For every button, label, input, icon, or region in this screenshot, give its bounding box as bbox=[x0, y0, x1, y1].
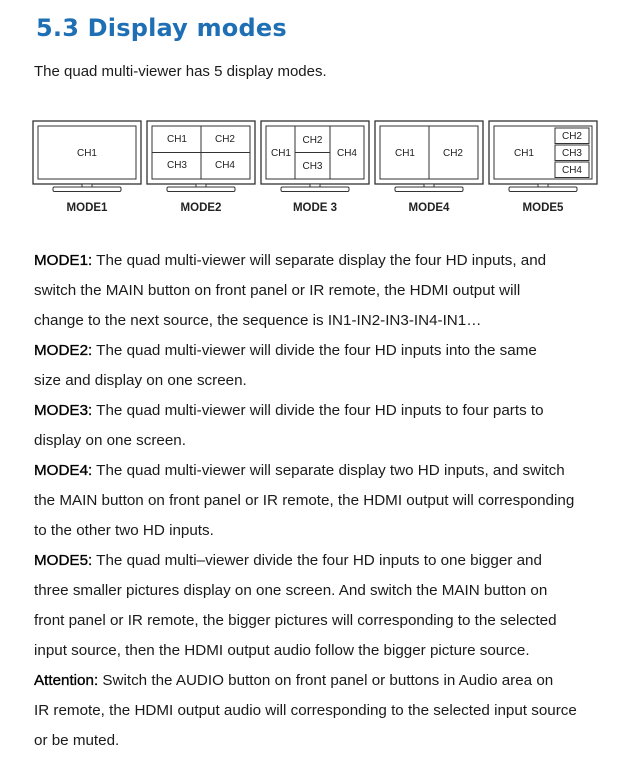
mode2-ch2: CH2 bbox=[214, 134, 236, 145]
monitor-mode2 bbox=[147, 121, 255, 214]
mode3-ch4: CH4 bbox=[336, 148, 358, 159]
text-line bbox=[34, 426, 620, 456]
text-line bbox=[34, 606, 620, 636]
mode5-ch1: CH1 bbox=[513, 148, 535, 159]
line-label: MODE1: bbox=[34, 252, 93, 269]
line-text: front panel or IR remote, the bigger pictures will corresponding to the selected bbox=[34, 612, 557, 629]
line-text: change to the next source, the sequence is IN1-IN2-IN3-IN4-IN1… bbox=[34, 312, 482, 329]
text-line bbox=[34, 636, 620, 666]
mode4-caption: MODE4 bbox=[408, 202, 450, 214]
mode2-ch1: CH1 bbox=[166, 134, 188, 145]
line-text: size and display on one screen. bbox=[34, 372, 247, 389]
mode3-ch3: CH3 bbox=[302, 161, 323, 172]
line-text: The quad multi-viewer will divide the four HD inputs to four parts to bbox=[92, 402, 544, 419]
mode-descriptions bbox=[34, 246, 620, 756]
text-line bbox=[34, 726, 620, 756]
mode4-ch2: CH2 bbox=[442, 148, 464, 159]
text-line bbox=[34, 516, 620, 546]
line-text: switch the MAIN button on front panel or IR remote, the HDMI output will bbox=[34, 282, 521, 299]
mode2-ch3: CH3 bbox=[166, 160, 188, 171]
text-line bbox=[34, 696, 620, 726]
text-line bbox=[34, 396, 620, 426]
section-title: 5.3 Display modes bbox=[36, 14, 287, 42]
text-line bbox=[34, 576, 620, 606]
line-label: Attention: bbox=[34, 672, 99, 689]
monitor-mode3 bbox=[261, 121, 369, 214]
mode1-caption: MODE1 bbox=[66, 202, 108, 214]
line-text: IR remote, the HDMI output audio will corresponding to the selected input source bbox=[34, 702, 577, 719]
mode4-ch1: CH1 bbox=[394, 148, 416, 159]
monitor-mode1 bbox=[33, 121, 141, 214]
monitor-mode4 bbox=[375, 121, 483, 214]
mode3-caption: MODE 3 bbox=[292, 202, 338, 214]
text-line bbox=[34, 366, 620, 396]
line-text: to the other two HD inputs. bbox=[34, 522, 214, 539]
mode5-ch3: CH3 bbox=[561, 148, 583, 159]
line-label: MODE2: bbox=[34, 342, 93, 359]
text-line bbox=[34, 666, 620, 696]
intro-text: The quad multi-viewer has 5 display modes. bbox=[34, 63, 327, 80]
mode3-ch2: CH2 bbox=[302, 135, 323, 146]
mode5-caption: MODE5 bbox=[522, 202, 564, 214]
mode5-ch4: CH4 bbox=[561, 165, 583, 176]
mode5-ch2: CH2 bbox=[561, 131, 583, 142]
monitor-mode5 bbox=[489, 121, 597, 214]
mode3-ch1: CH1 bbox=[270, 148, 292, 159]
text-line bbox=[34, 246, 620, 276]
mode2-ch4: CH4 bbox=[214, 160, 236, 171]
text-line bbox=[34, 456, 620, 486]
mode2-caption: MODE2 bbox=[180, 202, 222, 214]
line-label: MODE5: bbox=[34, 552, 93, 569]
display-modes-diagram bbox=[0, 114, 632, 218]
line-text: The quad multi–viewer divide the four HD inputs to one bigger and bbox=[92, 552, 542, 569]
text-line bbox=[34, 276, 620, 306]
text-line bbox=[34, 486, 620, 516]
line-text: Switch the AUDIO button on front panel or buttons in Audio area on bbox=[98, 672, 554, 689]
line-text: the MAIN button on front panel or IR remote, the HDMI output will corresponding bbox=[34, 492, 575, 509]
text-line bbox=[34, 336, 620, 366]
mode1-ch1: CH1 bbox=[76, 148, 98, 159]
line-text: display on one screen. bbox=[34, 432, 186, 449]
line-text: The quad multi-viewer will separate display two HD inputs, and switch bbox=[92, 462, 565, 479]
line-text: The quad multi-viewer will separate display the four HD inputs, and bbox=[92, 252, 547, 269]
line-text: three smaller pictures display on one screen. And switch the MAIN button on bbox=[34, 582, 548, 599]
line-label: MODE4: bbox=[34, 462, 93, 479]
text-line bbox=[34, 306, 620, 336]
line-text: input source, then the HDMI output audio follow the bigger picture source. bbox=[34, 642, 530, 659]
text-line bbox=[34, 546, 620, 576]
line-label: MODE3: bbox=[34, 402, 93, 419]
line-text: The quad multi-viewer will divide the four HD inputs into the same bbox=[92, 342, 537, 359]
line-text: or be muted. bbox=[34, 732, 120, 749]
